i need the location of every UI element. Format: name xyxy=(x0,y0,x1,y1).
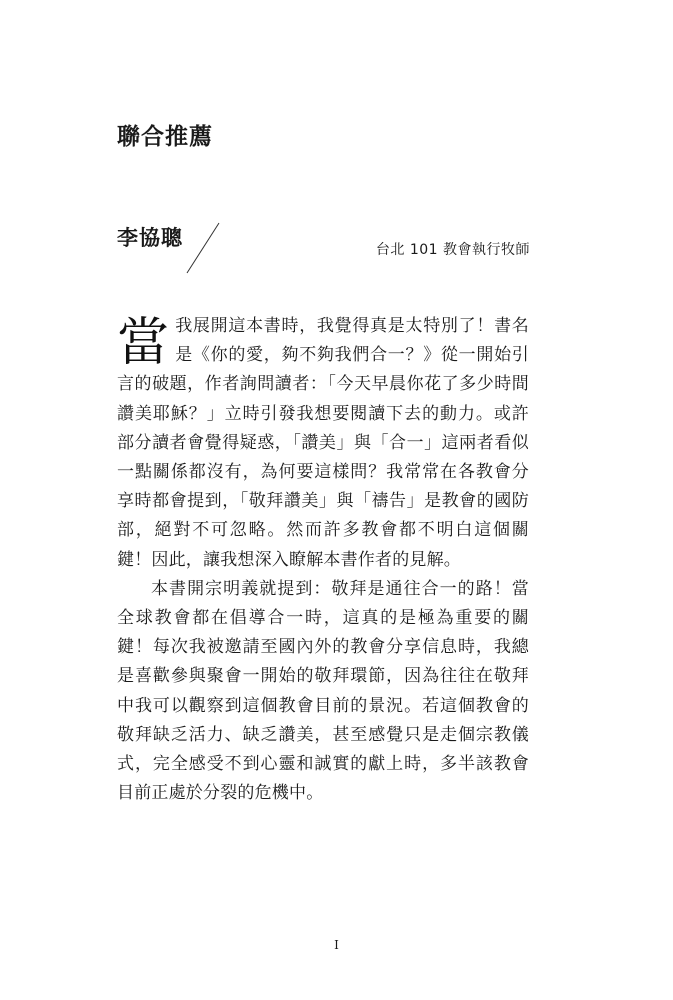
article-body xyxy=(117,312,529,808)
section-title: 聯合推薦 xyxy=(117,123,213,150)
recommender-name: 李協聰 xyxy=(117,225,183,250)
recommender-role: 台北 101 教會執行牧師 xyxy=(375,242,530,258)
paragraph-2: 本書開宗明義就提到：敬拜是通往合一的路！當全球教會都在倡導合一時，這真的是極為重要的關鍵！每次我被邀請至國內外的教會分享信息時，我總是喜歡參與聚會一開始的敬拜環節，因為往往在敬拜中我可以觀察到這個教會目前的景況。若這個教會的敬拜缺乏活力、缺乏讚美，甚至感覺只是走個宗教儀式，完全感受不到心靈和誠實的獻上時，多半該教會目前正處於分裂的危機中。 xyxy=(117,578,529,804)
page-number: I xyxy=(334,938,339,952)
slash-divider xyxy=(186,222,220,274)
paragraph-1 xyxy=(117,312,529,575)
paragraph-1-text: 我展開這本書時，我覺得真是太特別了！書名是《你的愛，夠不夠我們合一？》從一開始引言的破題，作者詢問讀者：「今天早晨你花了多少時間讚美耶穌？」立時引發我想要閱讀下去的動力。或許部分讀者會覺得疑惑，「讚美」與「合一」這兩者看似一點關係都沒有，為何要這樣問？我常常在各教會分享時都會提到，「敬拜讚美」與「禱告」是教會的國防部，絕對不可忽略。然而許多教會都不明白這個關鍵！因此，讓我想深入瞭解本書作者的見解。 xyxy=(117,316,529,570)
drop-cap: 當 xyxy=(117,313,170,373)
